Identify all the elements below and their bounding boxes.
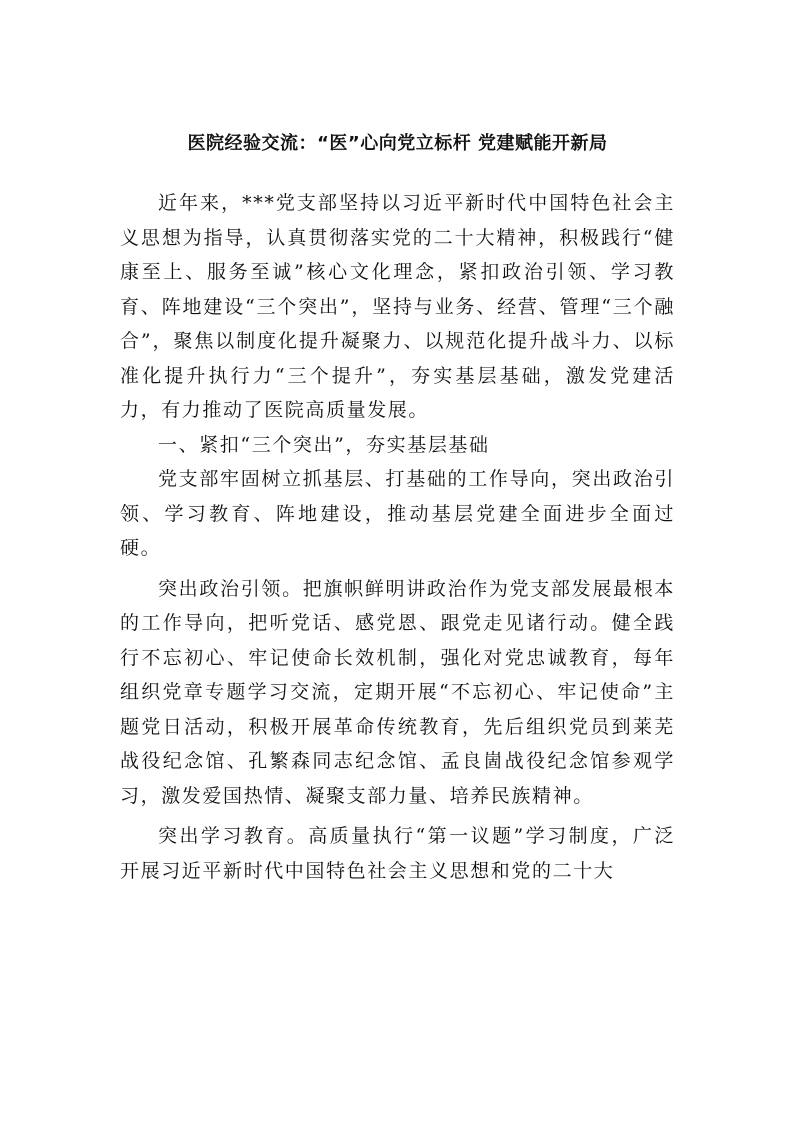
document-page: [120, 126, 675, 888]
section-1-intro-paragraph: 党支部牢固树立抓基层、打基础的工作导向，突出政治引领、学习教育、阵地建设，推动基层党建全面进步全面过硬。: [120, 468, 675, 559]
section-heading-1: 一、紧扣“三个突出”，夯实基层基础: [158, 433, 490, 456]
intro-paragraph: 近年来，***党支部坚持以习近平新时代中国特色社会主义思想为指导，认真贯彻落实党的二十大精神，积极践行“健康至上、服务至诚”核心文化理念，紧扣政治引领、学习教育、阵地建设“三个突出”，坚持与业务、经营、管理“三个融合”，聚焦以制度化提升凝聚力、以规范化提升战斗力、以标准化提升执行力“三个提升”，夯实基层基础，激发党建活力，有力推动了医院高质量发展。: [120, 192, 675, 421]
study-education-paragraph: 突出学习教育。高质量执行“第一议题”学习制度，广泛开展习近平新时代中国特色社会主义思想和党的二十大: [120, 825, 675, 882]
political-guidance-paragraph: 突出政治引领。把旗帜鲜明讲政治作为党支部发展最根本的工作导向，把听党话、感党恩、跟党走见诸行动。健全践行不忘初心、牢记使命长效机制，强化对党忠诚教育，每年组织党章专题学习交流，定期开展“不忘初心、牢记使命”主题党日活动，积极开展革命传统教育，先后组织党员到莱芜战役纪念馆、孔繁森同志纪念馆、孟良崮战役纪念馆参观学习，激发爱国热情、凝聚支部力量、培养民族精神。: [120, 577, 675, 807]
document-title: 医院经验交流：“医”心向党立标杆 党建赋能开新局: [187, 133, 608, 154]
